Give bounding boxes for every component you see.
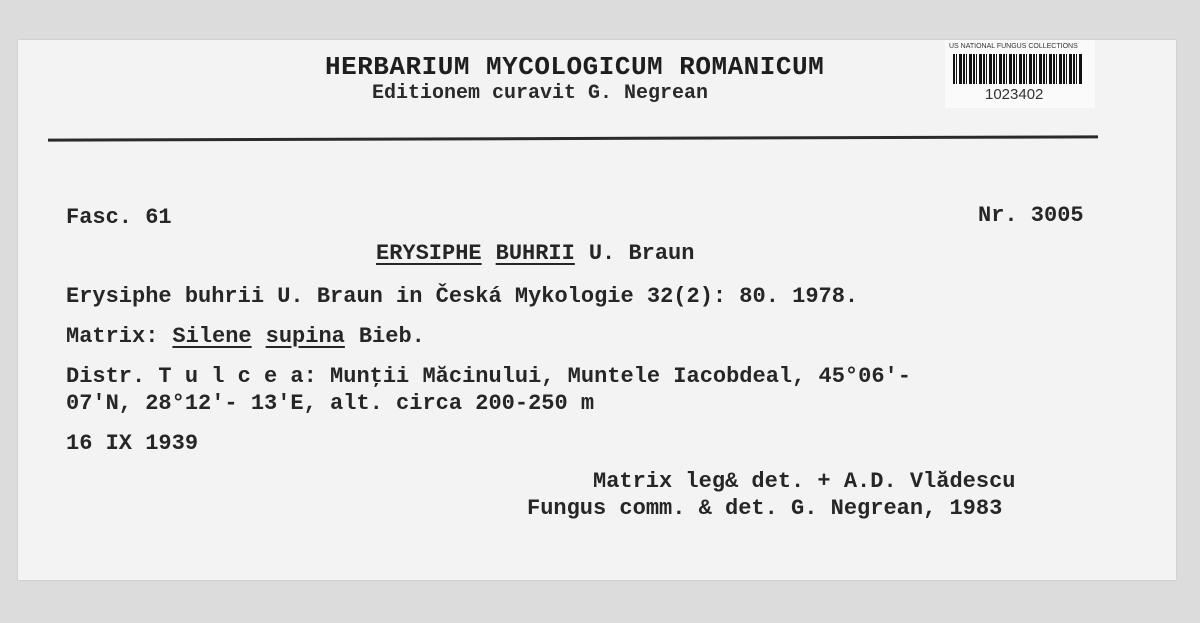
distribution-line-1: Distr. T u l c e a: Munţii Măcinului, Muntele Iacobdeal, 45°06'- [66,364,911,389]
taxon-species: BUHRII [495,241,575,266]
taxon-author: U. Braun [588,241,695,266]
matrix-collector: Matrix leg& det. + A.D. Vlădescu [593,469,1016,494]
fungus-determiner: Fungus comm. & det. G. Negrean, 1983 [527,496,1003,521]
barcode-sticker [945,40,1095,108]
citation: Erysiphe buhrii U. Braun in Česká Mykologie 32(2): 80. 1978. [66,284,859,309]
collection-date: 16 IX 1939 [66,431,199,456]
matrix-line [66,324,425,349]
fascicle: Fasc. 61 [66,205,172,230]
matrix-author: Bieb. [358,324,425,349]
distribution-line-2: 07'N, 28°12'- 13'E, alt. circa 200-250 m [66,391,595,416]
taxon-genus: ERYSIPHE [376,241,482,266]
matrix-species: supina [265,324,345,349]
barcode-number: 1023402 [985,86,1044,103]
matrix-genus: Silene [172,324,252,349]
matrix-label: Matrix: [66,324,159,349]
taxon-name [376,241,694,266]
barcode-icon [953,54,1083,84]
barcode-caption: US NATIONAL FUNGUS COLLECTIONS [949,43,1078,50]
editor-line: Editionem curavit G. Negrean [372,82,709,105]
herbarium-title: HERBARIUM MYCOLOGICUM ROMANICUM [325,52,825,82]
specimen-number: Nr. 3005 [978,203,1084,228]
